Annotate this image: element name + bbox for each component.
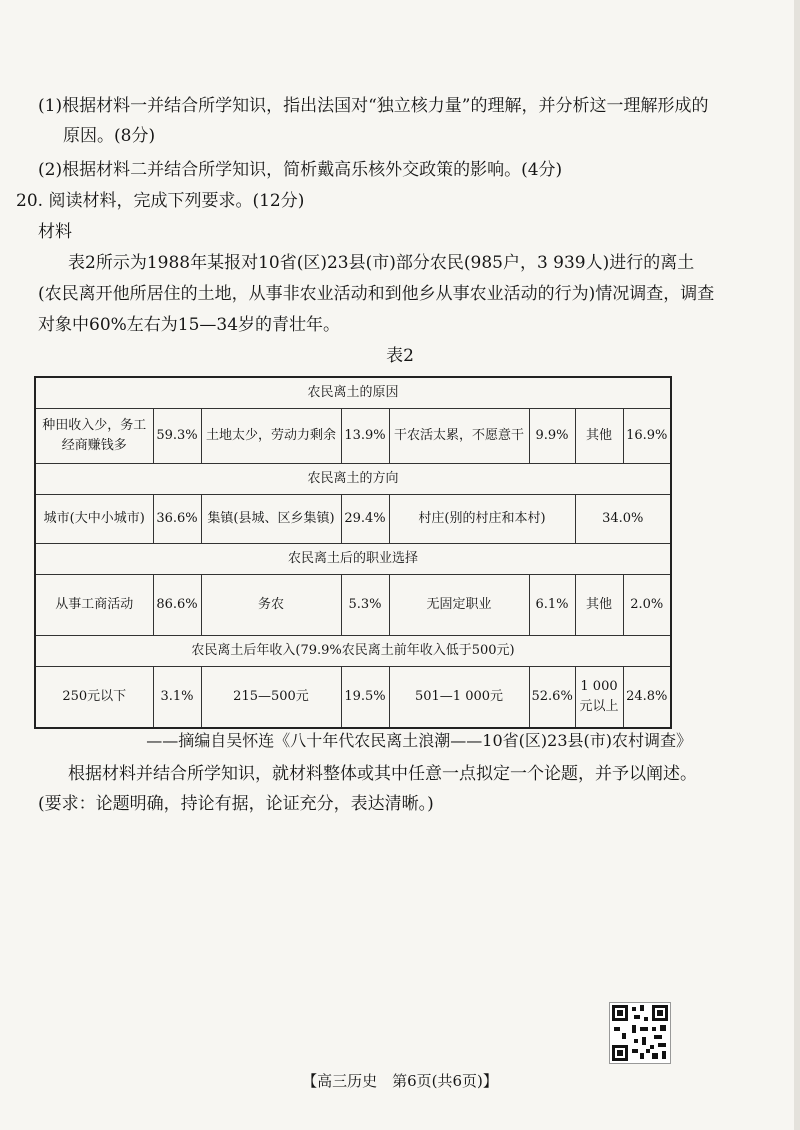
occupation-label: 从事工商活动 bbox=[35, 575, 153, 636]
occupation-value: 5.3% bbox=[341, 575, 389, 636]
direction-value: 29.4% bbox=[341, 495, 389, 544]
income-label: 250元以下 bbox=[35, 667, 153, 729]
direction-value: 36.6% bbox=[153, 495, 201, 544]
income-value: 52.6% bbox=[529, 667, 575, 729]
material-label: 材料 bbox=[38, 222, 72, 242]
income-label: 215—500元 bbox=[201, 667, 341, 729]
table-row bbox=[35, 495, 671, 544]
reason-value: 9.9% bbox=[529, 409, 575, 464]
task-line1: 根据材料并结合所学知识，就材料整体或其中任意一点拟定一个论题，并予以阐述。 bbox=[68, 764, 697, 784]
page-edge-shadow bbox=[794, 0, 800, 1130]
occupation-label: 无固定职业 bbox=[389, 575, 529, 636]
reasons-header: 农民离土的原因 bbox=[35, 377, 671, 409]
direction-header: 农民离土的方向 bbox=[35, 464, 671, 495]
table-source: ——摘编自吴怀连《八十年代农民离土浪潮——10省(区)23县(市)农村调查》 bbox=[146, 731, 692, 750]
direction-label: 集镇(县城、区乡集镇) bbox=[201, 495, 341, 544]
material-intro-line1: 表2所示为1988年某报对10省(区)23县(市)部分农民(985户，3 939人)进行的离土 bbox=[68, 253, 695, 273]
table-row bbox=[35, 667, 671, 729]
occupation-label: 务农 bbox=[201, 575, 341, 636]
direction-label: 村庄(别的村庄和本村) bbox=[389, 495, 575, 544]
occupation-value: 2.0% bbox=[623, 575, 671, 636]
occupation-value: 86.6% bbox=[153, 575, 201, 636]
direction-value: 34.0% bbox=[575, 495, 671, 544]
income-value: 3.1% bbox=[153, 667, 201, 729]
income-value: 24.8% bbox=[623, 667, 671, 729]
q19-part2: (2)根据材料二并结合所学知识，简析戴高乐核外交政策的影响。(4分) bbox=[38, 160, 563, 180]
q20-heading: 20. 阅读材料，完成下列要求。(12分) bbox=[16, 191, 305, 211]
material-intro-line3: 对象中60%左右为15—34岁的青壮年。 bbox=[38, 315, 341, 335]
reason-label: 土地太少，劳动力剩余 bbox=[201, 409, 341, 464]
occupation-value: 6.1% bbox=[529, 575, 575, 636]
table-row bbox=[35, 409, 671, 464]
reason-label: 种田收入少，务工经商赚钱多 bbox=[35, 409, 153, 464]
income-header: 农民离土后年收入(79.9%农民离土前年收入低于500元) bbox=[35, 636, 671, 667]
material-intro-line2: (农民离开他所居住的土地，从事非农业活动和到他乡从事农业活动的行为)情况调查，调查 bbox=[38, 284, 715, 304]
occupation-header: 农民离土后的职业选择 bbox=[35, 544, 671, 575]
income-label: 1 000元以上 bbox=[575, 667, 623, 729]
reason-value: 13.9% bbox=[341, 409, 389, 464]
qr-code-icon bbox=[609, 1002, 671, 1064]
reason-label: 其他 bbox=[575, 409, 623, 464]
income-value: 19.5% bbox=[341, 667, 389, 729]
direction-label: 城市(大中小城市) bbox=[35, 495, 153, 544]
occupation-label: 其他 bbox=[575, 575, 623, 636]
reason-label: 干农活太累，不愿意干 bbox=[389, 409, 529, 464]
page-footer: 【高三历史 第6页(共6页)】 bbox=[302, 1072, 498, 1090]
table-title: 表2 bbox=[386, 346, 414, 366]
reason-value: 16.9% bbox=[623, 409, 671, 464]
survey-table bbox=[34, 376, 672, 729]
reason-value: 59.3% bbox=[153, 409, 201, 464]
q19-part1-line1: (1)根据材料一并结合所学知识，指出法国对“独立核力量”的理解，并分析这一理解形成的 bbox=[38, 96, 709, 116]
q19-part1-line2: 原因。(8分) bbox=[63, 126, 156, 146]
table-row bbox=[35, 575, 671, 636]
income-label: 501—1 000元 bbox=[389, 667, 529, 729]
task-line2: (要求：论题明确，持论有据，论证充分，表达清晰。) bbox=[38, 794, 434, 814]
